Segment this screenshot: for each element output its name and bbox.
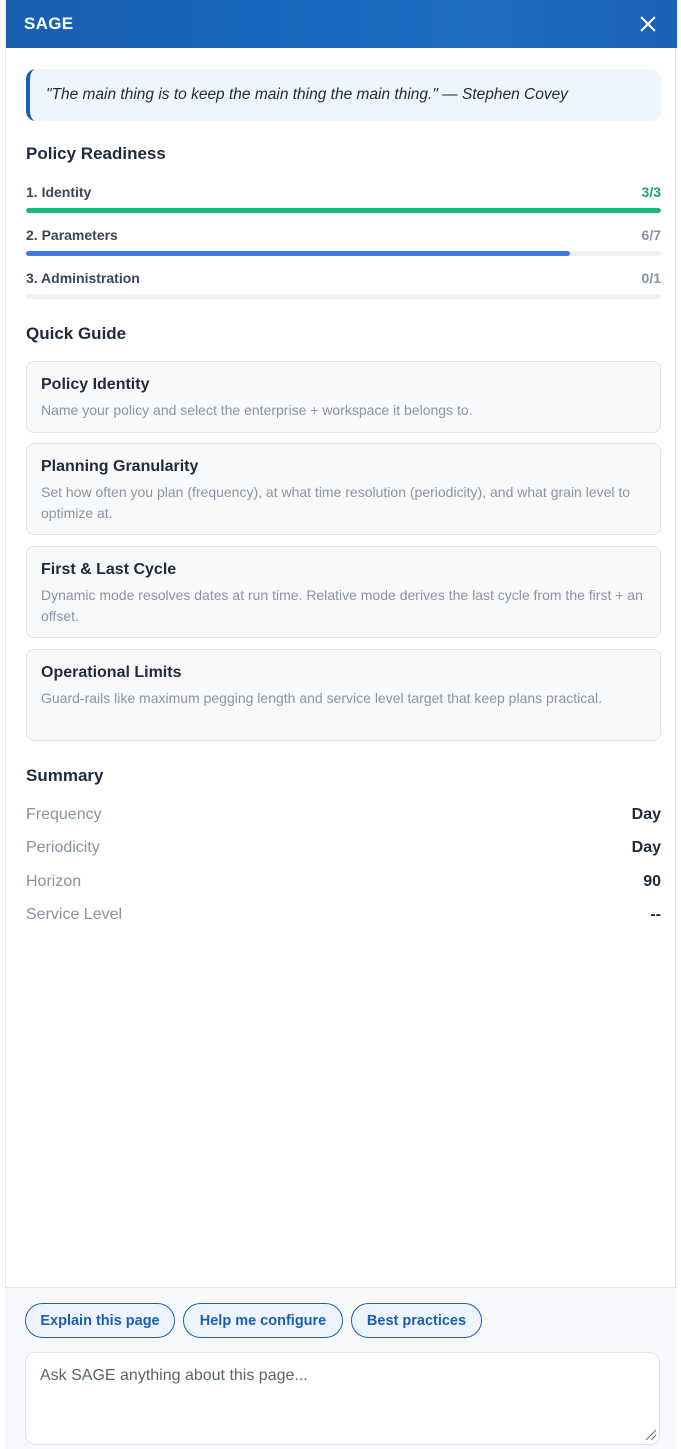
summary-value: 90: [643, 873, 661, 890]
summary-row-frequency: [26, 806, 661, 828]
guide-card-title: Policy Identity: [41, 376, 150, 393]
summary-title: Summary: [26, 766, 104, 785]
summary-label: Horizon: [26, 873, 82, 890]
readiness-count: 3/3: [641, 184, 661, 200]
resize-handle-icon[interactable]: [645, 1429, 657, 1441]
guide-card-first-last-cycle: [26, 546, 661, 638]
progress-fill: [26, 208, 661, 213]
guide-card-desc: Guard-rails like maximum pegging length and service level target that keep plans practical.: [41, 690, 603, 706]
summary-row-service-level: [26, 906, 661, 928]
quote-banner: [26, 69, 661, 121]
readiness-label: 3. Administration: [26, 270, 140, 286]
summary-row-horizon: [26, 873, 661, 895]
guide-card-desc: Name your policy and select the enterprise + workspace it belongs to.: [41, 402, 473, 418]
chat-footer: [5, 1287, 676, 1449]
summary-row-periodicity: [26, 839, 661, 861]
readiness-count: 6/7: [641, 227, 661, 243]
guide-card-operational-limits: [26, 649, 661, 741]
progress-bar: [26, 294, 661, 299]
guide-card-desc: Set how often you plan (frequency), at what time resolution (periodicity), and what grain level to optimize at.: [41, 484, 631, 521]
readiness-row-parameters: [26, 227, 661, 245]
summary-label: Periodicity: [26, 839, 100, 856]
progress-bar: [26, 208, 661, 213]
progress-bar: [26, 251, 661, 256]
guide-card-planning-granularity: [26, 443, 661, 535]
quick-guide-title: Quick Guide: [26, 324, 127, 343]
summary-label: Frequency: [26, 806, 102, 823]
readiness-row-administration: [26, 270, 661, 288]
summary-label: Service Level: [26, 906, 123, 923]
guide-card-desc: Dynamic mode resolves dates at run time. Relative mode derives the last cycle from the first + an offset.: [41, 587, 643, 624]
explain-page-chip[interactable]: Explain this page: [25, 1303, 175, 1338]
guide-card-title: Operational Limits: [41, 664, 182, 681]
panel-title: SAGE: [24, 14, 74, 33]
readiness-count: 0/1: [641, 270, 661, 286]
readiness-label: 1. Identity: [26, 184, 92, 200]
readiness-row-identity: [26, 184, 661, 202]
best-practices-chip[interactable]: Best practices: [351, 1303, 482, 1338]
summary-value: Day: [631, 839, 661, 856]
guide-card-title: Planning Granularity: [41, 458, 199, 475]
summary-value: Day: [631, 806, 661, 823]
help-configure-chip[interactable]: Help me configure: [183, 1303, 343, 1338]
summary-value: --: [650, 906, 661, 923]
guide-card-title: First & Last Cycle: [41, 561, 177, 578]
panel-header: [6, 0, 677, 48]
sage-panel: [5, 0, 676, 1449]
close-icon[interactable]: [637, 13, 659, 35]
guide-card-policy-identity: [26, 361, 661, 433]
ask-sage-input[interactable]: [25, 1352, 660, 1445]
policy-readiness-title: Policy Readiness: [26, 144, 166, 163]
progress-fill: [26, 251, 570, 256]
readiness-label: 2. Parameters: [26, 227, 118, 243]
quote-text: "The main thing is to keep the main thing the main thing." — Stephen Covey: [46, 86, 568, 103]
